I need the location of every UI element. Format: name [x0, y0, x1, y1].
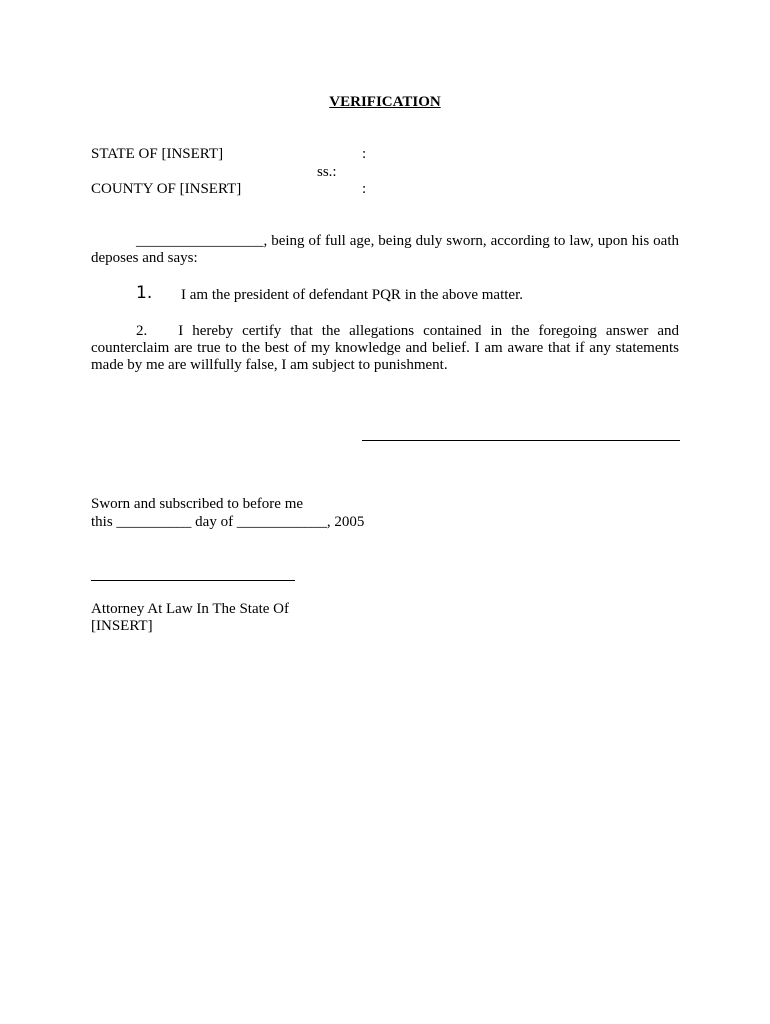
intro-paragraph	[91, 233, 679, 267]
jurat-line-2: this __________ day of ____________, 2005	[91, 514, 365, 530]
attorney-line-2: [INSERT]	[91, 618, 153, 634]
item-1-number: 1.	[136, 283, 153, 303]
attorney-signature-line	[91, 580, 295, 581]
item-2-text: I hereby certify that the allegations contained in the foregoing answer and counterclaim are true to the best of my knowledge and belief. I am aware that if any statements made by me are willfully false, I am subject to punishment.	[91, 323, 679, 373]
jurat-line-1: Sworn and subscribed to before me	[91, 496, 304, 512]
intro-text: , being of full age, being duly sworn, according to law, upon his oath deposes and says:	[91, 233, 679, 266]
item-2-number: 2.	[136, 323, 148, 339]
county-caption: COUNTY OF [INSERT]	[91, 181, 242, 197]
item-2-paragraph	[91, 323, 679, 374]
attorney-line-1: Attorney At Law In The State Of	[91, 601, 290, 617]
ss-caption: ss.:	[317, 164, 337, 180]
county-colon: :	[362, 181, 367, 197]
affiant-name-blank: _________________	[136, 233, 264, 249]
state-caption: STATE OF [INSERT]	[91, 146, 224, 162]
document-title: VERIFICATION	[329, 94, 441, 110]
state-colon: :	[362, 146, 367, 162]
affiant-signature-line	[362, 440, 680, 441]
item-1-text: I am the president of defendant PQR in the above matter.	[181, 287, 523, 303]
